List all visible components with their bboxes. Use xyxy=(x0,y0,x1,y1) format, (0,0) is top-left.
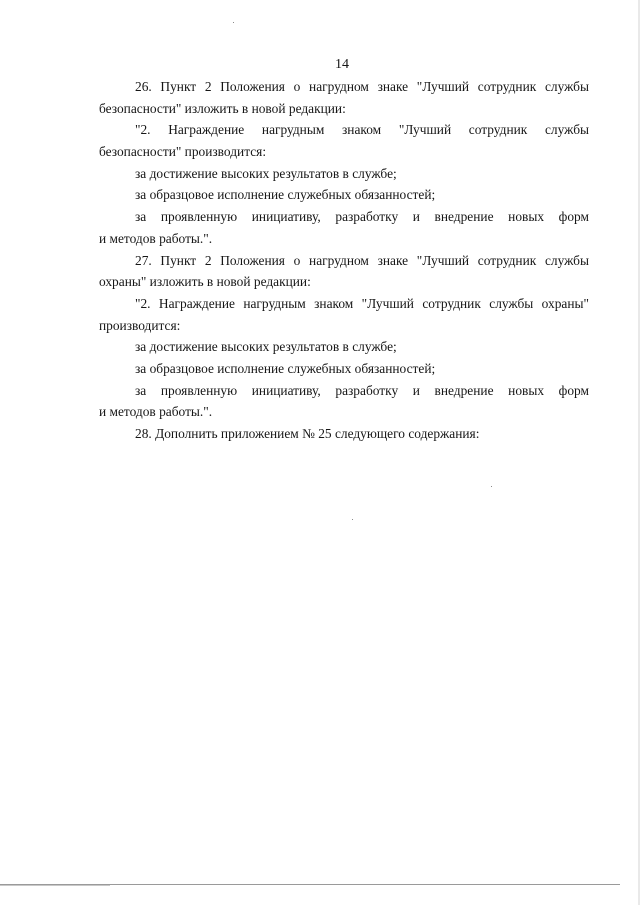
text-line: охраны" изложить в новой редакции: xyxy=(99,274,311,290)
scan-speck xyxy=(233,22,234,23)
text-line: "2. Награждение нагрудным знаком "Лучший сотрудник службы охраны" xyxy=(135,295,589,311)
text-line: за достижение высоких результатов в службе; xyxy=(135,339,397,355)
text-line: безопасности" производится: xyxy=(99,144,267,160)
text-line: за проявленную инициативу, разработку и внедрение новых форм xyxy=(135,209,589,225)
page-number: 14 xyxy=(335,57,349,72)
text-line: за достижение высоких результатов в службе; xyxy=(135,165,397,181)
text-line: за образцовое исполнение служебных обязанностей; xyxy=(135,360,436,376)
text-line: 27. Пункт 2 Положения о нагрудном знаке "Лучший сотрудник службы xyxy=(135,252,589,268)
scan-speck xyxy=(491,486,492,487)
text-line: "2. Награждение нагрудным знаком "Лучший сотрудник службы xyxy=(135,122,589,138)
document-body xyxy=(99,76,589,445)
scan-edge xyxy=(0,885,110,886)
text-line: безопасности" изложить в новой редакции: xyxy=(99,100,346,116)
text-line: 28. Дополнить приложением № 25 следующего содержания: xyxy=(135,426,480,441)
scan-speck xyxy=(352,519,353,520)
text-line: производится: xyxy=(99,317,181,333)
text-line: и методов работы.". xyxy=(99,404,213,420)
text-line: и методов работы.". xyxy=(99,230,213,246)
text-line: за проявленную инициативу, разработку и внедрение новых форм xyxy=(135,382,589,398)
text-line: 26. Пункт 2 Положения о нагрудном знаке "Лучший сотрудник службы xyxy=(135,79,589,94)
text-line: за образцовое исполнение служебных обязанностей; xyxy=(135,187,436,203)
